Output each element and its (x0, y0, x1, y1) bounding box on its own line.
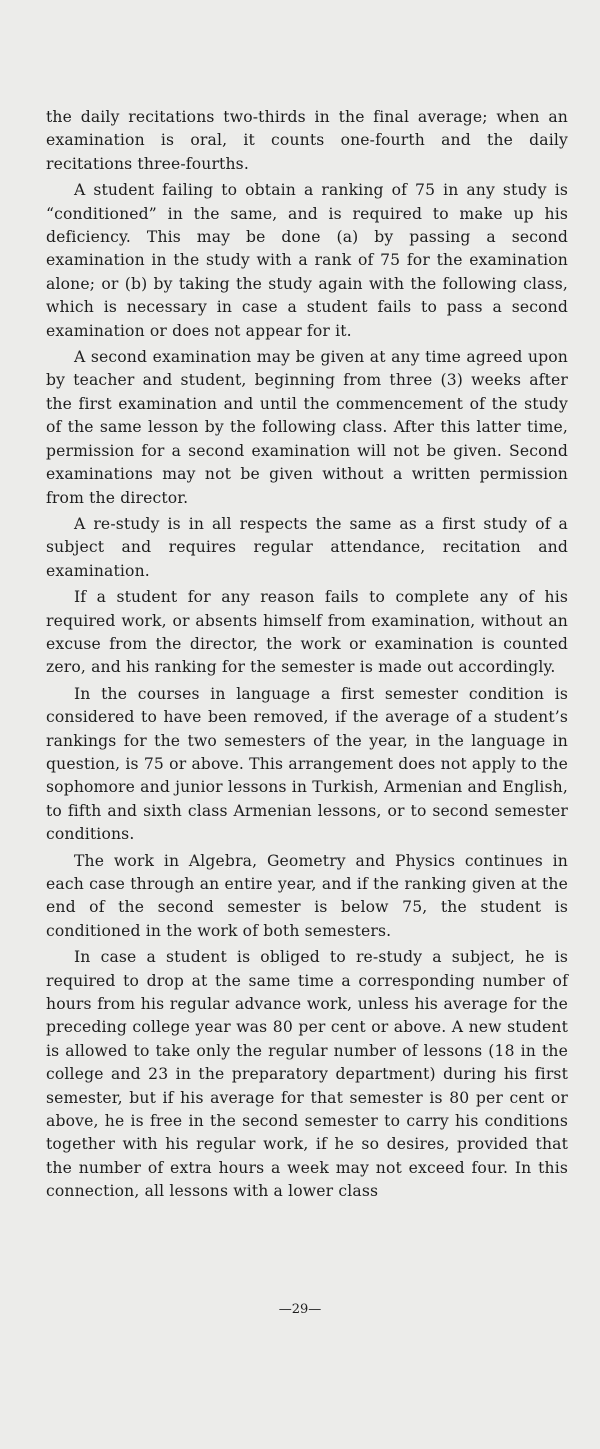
paragraph-second-examination: A second examination may be given at any time agreed upon by teacher and student, beginning from three (3) weeks after the first examination and until the commencement of the study of the same lesson by the following class. After this latter time, permission for a second examination will not be given. Second examinations may not be given without a written permission from the director. (46, 348, 568, 507)
paragraph-continuation: the daily recitations two-thirds in the final average; when an examination is oral, it counts one-fourth and the daily recitations three-fourths. (46, 108, 568, 173)
paragraph-re-study: A re-study is in all respects the same as a first study of a subject and requires regular attendance, recitation and examination. (46, 514, 568, 580)
paragraph-conditioned: A student failing to obtain a ranking of 75 in any study is “conditioned” in the same, and is required to make up his deficiency. This may be done (a) by passing a second examination in the study with a rank of 75 for the examination alone; or (b) by taking the study again with the following class, which is necessary in case a student fails to pass a second examination or does not appear for it. (46, 181, 568, 340)
paragraph-algebra-geometry-physics: The work in Algebra, Geometry and Physics continues in each case through an entire year, and if the ranking given at the end of the second semester is below 75, the student is conditioned in the work of both semesters. (46, 851, 568, 940)
paragraph-zero-ranking: If a student for any reason fails to complete any of his required work, or absents himself from examination, without an excuse from the director, the work or examination is counted zero, and his ranking for the semester is made out accordingly. (46, 588, 568, 677)
page-number: —29— (278, 1302, 322, 1317)
paragraph-language-condition: In the courses in language a first semester condition is considered to have been removed, if the average of a student’s rankings for the two semesters of the year, in the language in question, is 75 or above. This arrangement does not apply to the sophomore and junior lessons in Turkish, Armenian and English, to fifth and sixth class Armenian lessons, or to second semester conditions. (46, 684, 568, 844)
body-text (46, 106, 568, 1204)
paragraph-re-study-hours: In case a student is obliged to re-study a subject, he is required to drop at the same time a corresponding number of hours from his regular advance work, unless his average for the preceding college year was 80 per cent or above. A new student is allowed to take only the regular number of lessons (18 in the college and 23 in the preparatory department) during his first semester, but if his average for that semester is 80 per cent or above, he is free in the second semester to carry his conditions together with his regular work, if he so desires, provided that the number of extra hours a week may not exceed four. In this connection, all lessons with a lower class (46, 948, 568, 1201)
